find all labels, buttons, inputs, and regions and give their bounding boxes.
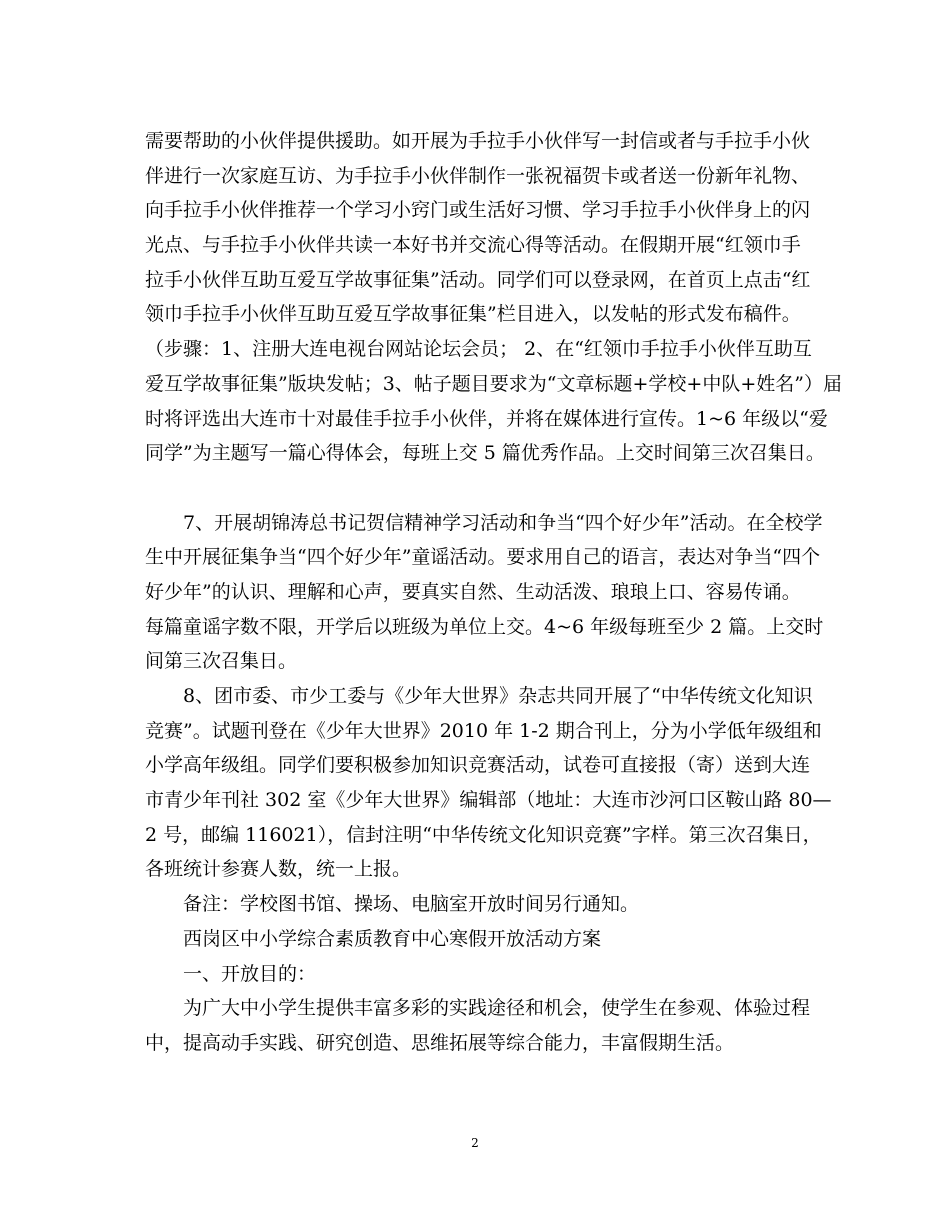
text-line: 生中开展征集争当“四个好少年”童谣活动。要求用自己的语言，表达对争当“四个: [145, 546, 821, 569]
text-line: 小学高年级组。同学们要积极参加知识竞赛活动，试卷可直接报（寄）送到大连: [145, 754, 811, 777]
text-line: 中，提高动手实践、研究创造、思维拓展等综合能力，丰富假期生活。: [145, 1031, 735, 1054]
text-line: 2 号，邮编 116021），信封注明“中华传统文化知识竞赛”字样。第三次召集日，: [145, 823, 822, 846]
text-line: 市青少年刊社 302 室《少年大世界》编辑部（地址：大连市沙河口区鞍山路 80—: [145, 789, 832, 812]
paragraph: [145, 124, 842, 471]
text-line: 需要帮助的小伙伴提供援助。如开展为手拉手小伙伴写一封信或者与手拉手小伙: [145, 130, 811, 152]
paragraph-spacer: [145, 471, 810, 506]
text-line: 向手拉手小伙伴推荐一个学习小窍门或生活好习惯、学习手拉手小伙伴身上的闪: [145, 199, 811, 222]
text-line: 爱互学故事征集”版块发帖；3、帖子题目要求为“文章标题+学校+中队+姓名”）届: [145, 372, 842, 395]
paragraph: [145, 922, 810, 957]
paragraph: [145, 506, 824, 679]
text-line: 为广大中小学生提供丰富多彩的实践途径和机会，使学生在参观、体验过程: [183, 997, 811, 1020]
text-line: 间第三次召集日。: [145, 650, 298, 673]
text-line: 时将评选出大连市十对最佳手拉手小伙伴，并将在媒体进行宣传。1~6 年级以“爱: [145, 407, 828, 430]
text-line: 拉手小伙伴互助互爱互学故事征集”活动。同学们可以登录网，在首页上点击“红: [145, 268, 811, 291]
text-line: 好少年”的认识、理解和心声，要真实自然、生动活泼、琅琅上口、容易传诵。: [145, 580, 801, 603]
text-line: 竞赛”。试题刊登在《少年大世界》2010 年 1-2 期合刊上，分为小学低年级组和: [145, 719, 822, 742]
page-number: 2: [471, 1136, 479, 1150]
text-line: 8、团市委、市少工委与《少年大世界》杂志共同开展了“中华传统文化知识: [183, 685, 813, 707]
text-line: 光点、与手拉手小伙伴共读一本好书并交流心得等活动。在假期开展“红领巾手: [145, 234, 801, 257]
text-line: 同学”为主题写一篇心得体会，每班上交 5 篇优秀作品。上交时间第三次召集日。: [145, 442, 825, 465]
paragraph: [145, 957, 810, 992]
text-line: （步骤：1、注册大连电视台网站论坛会员； 2、在“红领巾手拉手小伙伴互助互: [145, 338, 812, 361]
text-line: 备注：学校图书馆、操场、电脑室开放时间另行通知。: [183, 893, 640, 916]
text-line: 7、开展胡锦涛总书记贺信精神学习活动和争当“四个好少年”活动。在全校学: [183, 511, 823, 534]
text-line: 领巾手拉手小伙伴互助互爱互学故事征集”栏目进入，以发帖的形式发布稿件。: [145, 303, 801, 326]
text-line: 每篇童谣字数不限，开学后以班级为单位上交。4~6 年级每班至少 2 篇。上交时: [145, 615, 824, 638]
text-line: 伴进行一次家庭互访、为手拉手小伙伴制作一张祝福贺卡或者送一份新年礼物、: [145, 164, 811, 187]
paragraph: [145, 679, 832, 887]
paragraph: [145, 887, 810, 922]
text-line: 各班统计参赛人数，统一上报。: [145, 858, 412, 881]
paragraph: [145, 991, 810, 1060]
text-line: 西岗区中小学综合素质教育中心寒假开放活动方案: [183, 927, 602, 950]
document-body: [145, 124, 842, 1061]
text-line: 一、开放目的：: [183, 962, 317, 985]
